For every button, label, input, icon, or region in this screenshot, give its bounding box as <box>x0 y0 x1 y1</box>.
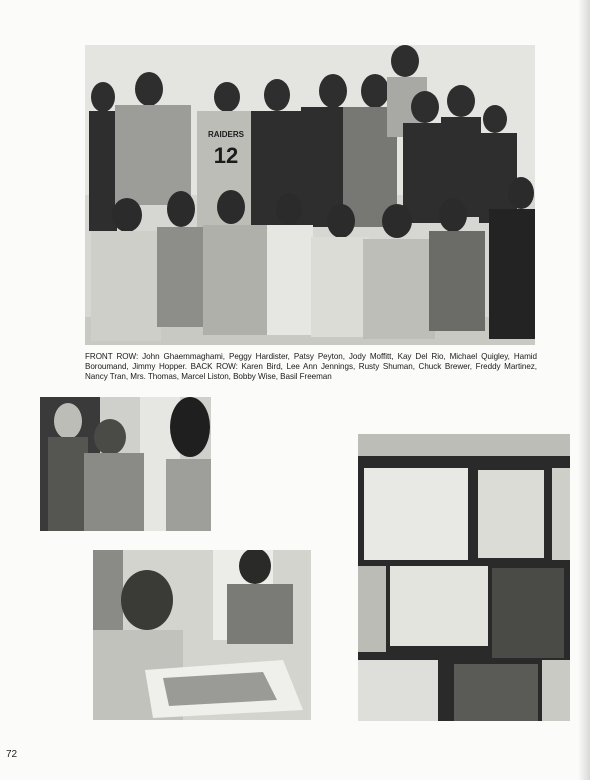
jersey-text: RAIDERS <box>207 130 245 139</box>
class-group-photo <box>85 45 535 345</box>
group-photo-caption: FRONT ROW: John Ghaemmaghami, Peggy Hardister, Patsy Peyton, Jody Moffitt, Kay Del Rio, Michael Quigley, Hamid Boroumand, Jimmy Hopper. BACK ROW: Karen Bird, Lee Ann Jennings, Rusty Shuman, Chuck Brewer, Freddy Martinez, Nancy Tran, Mrs. Thomas, Marcel Liston, Bobby Wise, Basil Freeman <box>85 352 537 381</box>
board-game-photo <box>93 550 311 720</box>
page-edge-shadow <box>578 0 590 780</box>
page-number: 72 <box>6 749 18 760</box>
jersey-number: 12 <box>213 143 239 168</box>
classroom-party-photo <box>40 397 211 531</box>
bulletin-board-photo <box>358 434 570 721</box>
